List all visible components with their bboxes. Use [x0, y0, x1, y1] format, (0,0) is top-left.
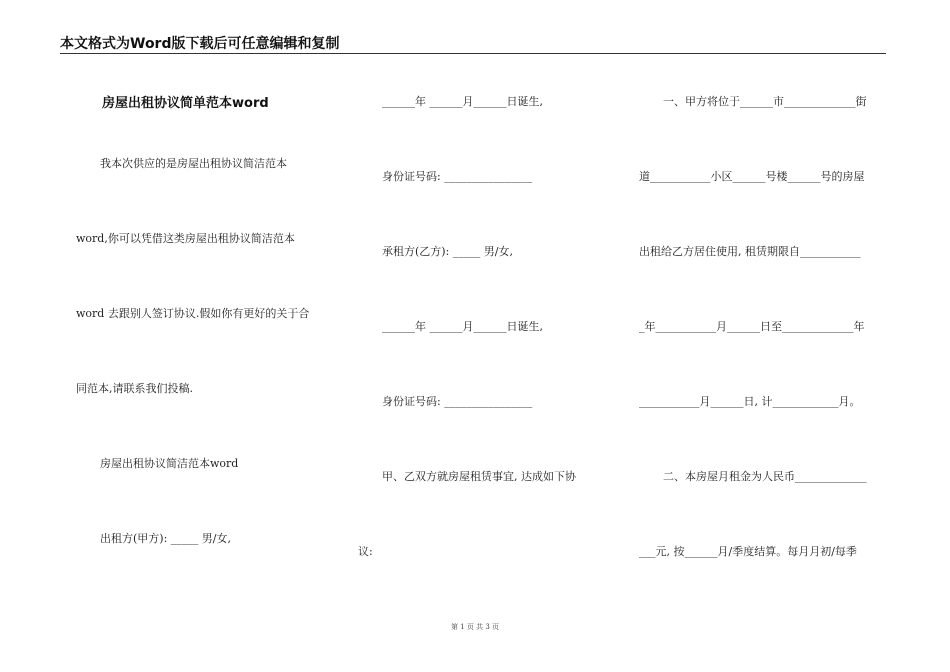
body-line: ______年 ______月______日诞生, [382, 320, 543, 333]
body-line: ______年 ______月______日诞生, [382, 95, 543, 108]
body-line: 身份证号码: ________________ [382, 170, 533, 183]
body-line: 出租方(甲方): _____ 男/女, [100, 532, 231, 545]
body-line: 二、本房屋月租金为人民币_____________ [663, 470, 867, 483]
body-line: 出租给乙方居住使用, 租赁期限自___________ [639, 245, 861, 258]
header-divider [60, 53, 886, 54]
document-title: 房屋出租协议简单范本word [102, 96, 269, 111]
body-line: 同范本,请联系我们投稿. [76, 382, 193, 395]
body-line: 道___________小区______号楼______号的房屋 [639, 170, 865, 183]
body-line: 身份证号码: ________________ [382, 395, 533, 408]
body-line: word 去跟别人签订协议.假如你有更好的关于合 [76, 307, 310, 320]
body-line: 一、甲方将位于______市_____________街 [663, 95, 867, 108]
document-header: 本文格式为Word版下载后可任意编辑和复制 [60, 36, 340, 52]
body-line: 我本次供应的是房屋出租协议简洁范本 [100, 157, 287, 170]
body-line: _年___________月______日至_____________年 [639, 320, 865, 333]
body-line: word,你可以凭借这类房屋出租协议简洁范本 [76, 232, 295, 245]
body-line: ___________月______日, 计____________月。 [639, 395, 861, 408]
page-number: 第 1 页 共 3 页 [450, 623, 500, 631]
body-line: 议: [358, 545, 373, 558]
body-line: ___元, 按______月/季度结算。每月月初/每季 [639, 545, 857, 558]
body-line: 房屋出租协议简洁范本word [100, 457, 239, 470]
body-line: 甲、乙双方就房屋租赁事宜, 达成如下协 [382, 470, 576, 483]
body-line: 承租方(乙方): _____ 男/女, [382, 245, 513, 258]
